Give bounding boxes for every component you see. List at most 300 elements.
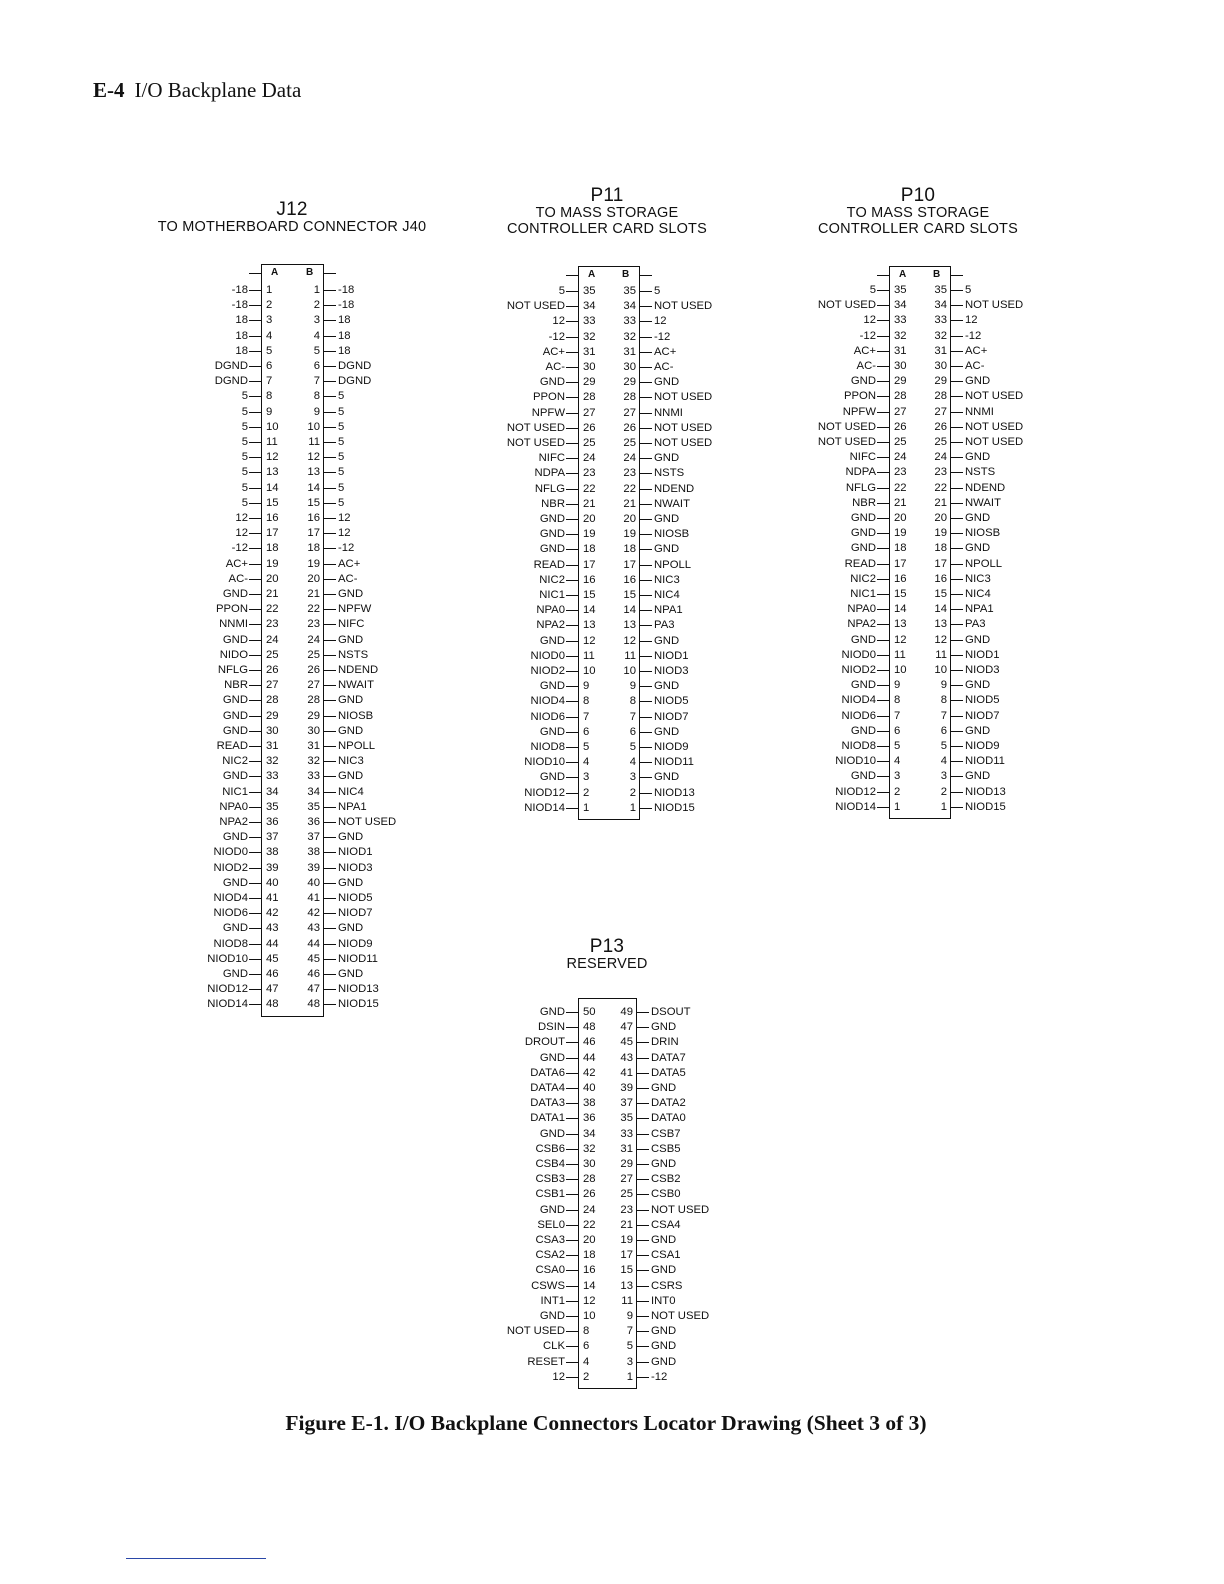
p11-lead-a (566, 701, 578, 702)
p10-lead-b (951, 716, 963, 717)
section-title: I/O Backplane Data (134, 78, 302, 102)
p11-signal-a: NIOD8 (530, 741, 565, 753)
p13-lead-a (566, 1103, 578, 1104)
j12-signal-b: 5 (338, 481, 345, 494)
j12-lead-a (249, 868, 261, 869)
p11-pin-number-b: 18 (623, 543, 636, 556)
j12-signal-a: NIDO (219, 648, 248, 661)
p11-lead-b (640, 291, 652, 292)
p13-pin-number-a: 28 (583, 1173, 596, 1186)
p11-signal-b: NOT USED (654, 437, 713, 449)
p11-lead-b (640, 413, 652, 414)
p11-lead-a (566, 641, 578, 642)
j12-signal-a: PPON (215, 603, 248, 616)
j12-pin-row (231, 541, 355, 556)
j12-pin-row (213, 937, 373, 952)
p11-lead-b (640, 504, 652, 505)
j12-lead-b (324, 518, 336, 519)
p11-pin-number-a: 16 (583, 573, 596, 586)
p11-pin-row (536, 603, 683, 618)
p10-lead-a (877, 564, 889, 565)
p11-pin-row (524, 801, 695, 816)
p10-lead-b (951, 472, 963, 473)
p10-pin-number-b: 16 (934, 572, 947, 585)
p10-lead-b (951, 640, 963, 641)
p10-lead-b (951, 670, 963, 671)
j12-signal-b: GND (338, 922, 364, 935)
p10-pin-row (817, 435, 1024, 450)
p11-signal-a: PPON (532, 391, 565, 404)
p13-lead-a (566, 1058, 578, 1059)
p11-pin-row (506, 436, 713, 451)
j12-pin-row (219, 617, 365, 632)
p11-lead-b (640, 382, 652, 383)
p13-pin-number-b: 23 (620, 1203, 633, 1216)
j12-lead-b (324, 609, 336, 610)
p10-signal-a: GND (850, 770, 876, 783)
p11-pin-number-b: 29 (623, 376, 636, 389)
j12-lead-b (324, 700, 336, 701)
j12-pin-row (241, 435, 345, 450)
j12-signal-b: NWAIT (338, 679, 374, 692)
p13-signal-b: GND (651, 1340, 677, 1353)
p11-pin-row (506, 421, 713, 436)
p11-signal-a: GND (539, 543, 565, 556)
p10-lead-b (951, 366, 963, 367)
j12-pin-number-a: 24 (266, 633, 279, 646)
p13-lead-a (566, 1088, 578, 1089)
j12-signal-a: NIOD2 (213, 861, 248, 874)
j12-lead-b (324, 731, 336, 732)
p13-pin-number-a: 22 (583, 1218, 596, 1231)
j12-lead-a (249, 503, 261, 504)
p13-signal-a: GND (539, 1051, 565, 1064)
j12-signal-a: -18 (231, 284, 248, 296)
p10-pin-number-a: 29 (894, 375, 907, 388)
j12-pin-number-a: 3 (266, 314, 273, 327)
p11-signal-a: GND (539, 771, 565, 784)
p10-lead-b (951, 761, 963, 762)
j12-pin-row (216, 739, 376, 754)
p13-lead-b (637, 1301, 649, 1302)
p11-pin-number-b: 26 (623, 421, 636, 434)
j12-pin-number-a: 1 (266, 284, 273, 296)
p10-pin-number-b: 2 (940, 785, 947, 798)
p11-name: P11 (590, 185, 624, 206)
j12-pin-number-a: 43 (266, 922, 279, 935)
p13-signal-a: CSA2 (535, 1249, 565, 1262)
p11-signal-b: NIC4 (654, 589, 680, 601)
p10-lead-a (877, 761, 889, 762)
p13-pin-number-b: 15 (620, 1264, 633, 1277)
p10-pin-number-a: 32 (894, 329, 907, 342)
p10-signal-b: NIOD5 (965, 694, 1000, 707)
j12-pin-number-b: 16 (307, 512, 320, 524)
p13-lead-a (566, 1118, 578, 1119)
j12-pin-number-a: 28 (266, 694, 279, 707)
p13-signal-b: GND (651, 1082, 677, 1094)
p11-pin-number-b: 3 (629, 771, 636, 784)
p10-pin-number-b: 24 (934, 451, 947, 464)
p13-lead-b (637, 1225, 649, 1226)
p13-pin-row (530, 1081, 677, 1096)
p11-pin-number-a: 33 (583, 315, 596, 328)
p13-lead-b (637, 1316, 649, 1317)
j12-pin-number-b: 18 (307, 542, 320, 555)
p10-lead-b (951, 594, 963, 595)
p10-signal-b: NIC3 (965, 572, 991, 585)
j12-signal-a: NBR (224, 679, 248, 692)
p10-lead-a (877, 746, 889, 747)
p11-pin-number-b: 34 (623, 300, 636, 313)
p13-pin-row (537, 1218, 681, 1233)
j12-signal-b: GND (338, 770, 364, 783)
p10-signal-b: NNMI (965, 405, 994, 418)
p11-lead-a (566, 428, 578, 429)
j12-pin-number-b: 48 (307, 998, 320, 1011)
j12-signal-b: NIC3 (338, 755, 364, 768)
p11-lead-a (566, 686, 578, 687)
p11-lead-b (640, 595, 652, 596)
p10-pin-number-b: 11 (935, 648, 947, 661)
p13-lead-a (566, 1377, 578, 1378)
p11-pin-number-a: 17 (583, 558, 596, 571)
j12-pin-number-a: 48 (266, 998, 279, 1011)
p10-lead-b (951, 548, 963, 549)
j12-signal-a: NIOD4 (213, 892, 248, 904)
p11-signal-a: NPA2 (536, 619, 565, 632)
j12-pin-number-a: 33 (266, 770, 279, 783)
p10-pin-number-b: 4 (940, 755, 947, 768)
p11-signal-a: 12 (552, 315, 565, 328)
j12-lead-b (324, 822, 336, 823)
p13-lead-a (566, 1149, 578, 1150)
p11-lead-b (640, 321, 652, 322)
j12-signal-a: 18 (235, 344, 248, 357)
p11-pin-number-a: 34 (583, 300, 596, 313)
p13-signal-b: GND (651, 1234, 677, 1246)
p10-lead-b (951, 305, 963, 306)
p11-lead-b (640, 458, 652, 459)
p11-signal-b: NOT USED (654, 391, 713, 404)
p11-lead-b (640, 352, 652, 353)
p11-signal-b: AC+ (654, 345, 677, 358)
j12-signal-a: NPA0 (219, 800, 248, 813)
p10-lead-a (877, 336, 889, 337)
p10-lead-b (951, 776, 963, 777)
j12-pin-row (217, 663, 379, 678)
p11-pin-row (538, 451, 680, 466)
j12-pin-number-a: 36 (266, 816, 279, 828)
j12-pin-row (225, 557, 361, 572)
p10-pin-number-b: 27 (934, 405, 947, 418)
j12-lead-b (324, 594, 336, 595)
p13-pin-row (535, 1248, 681, 1263)
p10-pin-number-a: 5 (894, 740, 901, 752)
p10-lead-b (951, 442, 963, 443)
p11-pin-number-a: 3 (583, 771, 590, 784)
p11-signal-a: GND (539, 376, 565, 389)
p13-lead-b (637, 1179, 649, 1180)
p13-pin-row (506, 1324, 677, 1339)
j12-signal-b: DGND (338, 360, 372, 372)
p13-signal-b: GND (651, 1325, 677, 1338)
j12-signal-b: 5 (338, 496, 345, 509)
p13-pin-number-b: 31 (620, 1142, 633, 1155)
p13-signal-b: CSB0 (651, 1188, 681, 1201)
j12-lead-a (249, 624, 261, 625)
p11-lead-b (640, 717, 652, 718)
p10-pin-number-b: 7 (940, 709, 947, 722)
p10-signal-b: GND (965, 451, 991, 464)
p11-pin-number-b: 14 (623, 604, 636, 617)
p10-lead-b (951, 609, 963, 610)
p13-signal-b: CSB5 (651, 1142, 681, 1155)
p10-signal-a: -12 (859, 329, 876, 342)
j12-lead-a (249, 837, 261, 838)
j12-lead-a (249, 381, 261, 382)
p10-pin-number-b: 21 (934, 496, 947, 509)
p13-pin-number-a: 10 (583, 1310, 596, 1322)
p11-pin-row (541, 497, 690, 512)
p11-signal-a: NIC1 (539, 589, 565, 601)
p11-signal-b: NOT USED (654, 421, 713, 434)
p11-signal-b: NIOD3 (654, 665, 689, 677)
p11-pin-row (539, 375, 680, 390)
p10-lead-a (877, 351, 889, 352)
j12-signal-b: NIOD11 (338, 952, 378, 965)
j12-pin-number-b: 44 (307, 937, 320, 950)
p13-lead-a (566, 1179, 578, 1180)
j12-pin-number-b: 40 (307, 876, 320, 889)
p10-signal-b: NIC4 (965, 588, 991, 600)
p13-signal-b: GND (651, 1021, 677, 1034)
p13-pin-row (552, 1370, 668, 1385)
j12-pin-row (222, 921, 364, 936)
j12-pin-number-a: 38 (266, 846, 279, 859)
p11-pin-row (531, 406, 683, 421)
p10-lead-a (877, 305, 889, 306)
p13-signal-a: GND (539, 1310, 565, 1322)
p11-signal-b: NIOD9 (654, 741, 689, 753)
j12-signal-b: -18 (338, 284, 355, 296)
p13-pin-number-b: 21 (620, 1218, 633, 1231)
p13-lead-b (637, 1088, 649, 1089)
j12-pin-row (213, 891, 373, 906)
j12-pin-number-a: 10 (266, 420, 279, 433)
p11-lead-b (640, 306, 652, 307)
j12-lead-a (249, 761, 261, 762)
j12-signal-a: 18 (235, 329, 248, 342)
p11-lead-b (640, 701, 652, 702)
j12-pin-number-a: 18 (266, 542, 279, 555)
p11-pin-row (539, 725, 680, 740)
p10-pin-number-b: 20 (934, 512, 947, 524)
p11-lead-a (566, 549, 578, 550)
j12-signal-a: NIOD8 (213, 937, 248, 950)
j12-signal-a: GND (222, 588, 248, 600)
p11-signal-b: NSTS (654, 467, 685, 480)
j12-signal-a: GND (222, 922, 248, 935)
p11-pin-number-b: 11 (624, 649, 636, 662)
p10-signal-b: NIOD3 (965, 664, 1000, 676)
p10-signal-b: NPA1 (965, 603, 994, 616)
p11-lead-a (566, 337, 578, 338)
p10-lead-b (951, 792, 963, 793)
j12-lead-a (249, 700, 261, 701)
p13-signal-b: INT0 (651, 1294, 676, 1307)
p13-pin-number-b: 27 (620, 1173, 633, 1186)
p13-lead-a (566, 1270, 578, 1271)
p13-signal-a: DROUT (524, 1036, 565, 1049)
j12-header-b: B (306, 267, 314, 278)
p10-pin-number-a: 19 (894, 527, 907, 540)
p13-pin-number-a: 8 (583, 1325, 590, 1338)
p13-signal-a: CSA3 (535, 1234, 565, 1246)
j12-signal-b: NIOD15 (338, 998, 379, 1011)
p13-signal-b: -12 (651, 1370, 668, 1383)
p10-signal-a: NIOD6 (841, 709, 876, 722)
p11-pin-number-b: 15 (623, 589, 636, 601)
j12-lead-b (324, 852, 336, 853)
p11-pin-number-a: 31 (583, 345, 596, 358)
p10-pin-number-b: 12 (934, 633, 947, 646)
p11-signal-b: GND (654, 725, 680, 738)
j12-pin-number-a: 13 (266, 466, 279, 479)
j12-header-stub-right (324, 273, 336, 274)
p13-pin-number-a: 20 (583, 1234, 596, 1246)
p11-pin-row (548, 330, 671, 345)
p11-pin-number-a: 19 (583, 528, 596, 541)
j12-pin-row (213, 861, 373, 876)
j12-description-1: TO MOTHERBOARD CONNECTOR J40 (157, 219, 427, 235)
p13-pin-number-a: 12 (583, 1294, 596, 1307)
j12-lead-b (324, 898, 336, 899)
j12-pin-number-b: 37 (307, 831, 320, 844)
p13-lead-b (637, 1362, 649, 1363)
j12-lead-b (324, 503, 336, 504)
p10-signal-a: AC+ (853, 344, 876, 357)
p11-lead-a (566, 352, 578, 353)
p10-pin-number-b: 22 (934, 481, 947, 494)
p13-pin-row (543, 1339, 677, 1354)
p11-signal-b: NDEND (654, 482, 695, 495)
p10-pin-number-a: 18 (894, 542, 907, 555)
p10-pin-number-a: 22 (894, 481, 907, 494)
p13-pin-row (535, 1157, 677, 1172)
j12-pin-row (219, 815, 397, 830)
j12-signal-a: NIOD0 (213, 846, 248, 859)
p10-lead-b (951, 564, 963, 565)
p13-signal-a: CSWS (531, 1279, 565, 1292)
p11-pin-number-a: 15 (583, 589, 596, 601)
p10-signal-a: GND (850, 542, 876, 555)
j12-signal-a: GND (222, 724, 248, 737)
p10-pin-number-a: 12 (894, 633, 907, 646)
j12-pin-number-a: 42 (266, 907, 279, 920)
j12-lead-b (324, 366, 336, 367)
p10-pin-number-b: 33 (934, 314, 947, 327)
p10-signal-b: 12 (965, 314, 978, 327)
p10-pin-number-b: 31 (934, 344, 947, 357)
j12-signal-b: NPA1 (338, 800, 367, 813)
p11-lead-b (640, 732, 652, 733)
p13-lead-a (566, 1316, 578, 1317)
p10-lead-b (951, 579, 963, 580)
p13-lead-a (566, 1240, 578, 1241)
j12-lead-b (324, 670, 336, 671)
j12-pin-row (235, 511, 351, 526)
j12-lead-b (324, 533, 336, 534)
j12-pin-number-b: 17 (307, 527, 320, 540)
j12-signal-a: 5 (241, 481, 248, 494)
p13-pin-number-a: 40 (583, 1082, 596, 1094)
j12-signal-b: NIOD7 (338, 907, 373, 920)
j12-lead-a (249, 412, 261, 413)
j12-pin-row (222, 693, 364, 708)
p10-pin-row (835, 785, 1006, 800)
p10-signal-a: NIOD8 (841, 740, 876, 752)
p11-signal-b: 12 (654, 315, 667, 328)
j12-pin-number-a: 39 (266, 861, 279, 874)
j12-pin-number-b: 23 (307, 618, 320, 631)
j12-signal-a: 12 (235, 527, 248, 540)
p11-signal-a: NIOD12 (524, 786, 565, 799)
p11-pin-number-a: 32 (583, 330, 596, 343)
p10-signal-b: GND (965, 542, 991, 555)
p11-pin-row (558, 284, 661, 299)
p10-header-a: A (899, 269, 907, 280)
j12-pin-number-b: 41 (307, 892, 320, 904)
p10-signal-b: NOT USED (965, 436, 1024, 448)
p10-signal-a: NBR (852, 496, 876, 509)
p10-pin-number-a: 14 (894, 603, 907, 616)
p11-signal-a: NIFC (538, 452, 565, 465)
p11-pin-number-a: 5 (583, 741, 590, 753)
p13-pin-number-b: 49 (620, 1006, 633, 1018)
j12-lead-a (249, 533, 261, 534)
j12-pin-row (215, 602, 372, 617)
p10-signal-b: AC- (965, 360, 985, 372)
j12-lead-a (249, 1004, 261, 1005)
p10-signal-b: GND (965, 375, 991, 388)
p11-lead-a (566, 489, 578, 490)
p13-lead-a (566, 1027, 578, 1028)
j12-pin-number-b: 33 (307, 770, 320, 783)
p10-signal-b: PA3 (965, 618, 986, 631)
p13-pin-number-a: 50 (583, 1006, 596, 1018)
p10-signal-b: NIOD15 (965, 800, 1006, 813)
j12-pin-number-b: 30 (307, 724, 320, 737)
j12-pin-number-b: 25 (307, 648, 320, 661)
p11-signal-a: GND (539, 680, 565, 693)
p13-pin-number-a: 26 (583, 1188, 596, 1201)
j12-pin-number-b: 38 (307, 846, 320, 859)
p11-lead-b (640, 397, 652, 398)
j12-signal-b: -12 (338, 542, 355, 555)
p11-lead-a (566, 777, 578, 778)
p10-lead-a (877, 320, 889, 321)
j12-header-a: A (271, 267, 279, 278)
p13-signal-b: CSB2 (651, 1173, 681, 1186)
p11-signal-b: GND (654, 452, 680, 465)
p11-signal-a: GND (539, 528, 565, 541)
p11-signal-b: NPA1 (654, 604, 683, 617)
j12-lead-b (324, 640, 336, 641)
j12-lead-b (324, 989, 336, 990)
p11-pin-number-b: 23 (623, 467, 636, 480)
p11-lead-a (566, 656, 578, 657)
